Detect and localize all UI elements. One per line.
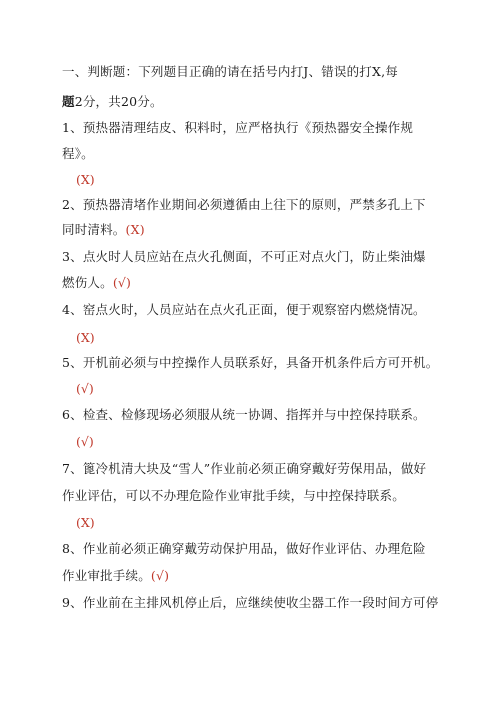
question-2-line2-text: 同时清料。 xyxy=(62,222,126,237)
question-7-line1: 7、篦冷机清大块及“雪人”作业前必须正确穿戴好劳保用品，做好 xyxy=(62,461,427,476)
question-6-line1: 6、检查、检修现场必须服从统一协调、指挥并与中控保持联系。 xyxy=(62,407,426,422)
question-7-line2: 作业评估，可以不办理危险作业审批手续，与中控保持联系。 xyxy=(62,488,405,503)
question-8-line2-text: 作业审批手续。 xyxy=(62,568,151,583)
question-8-answer: (√) xyxy=(150,568,170,583)
question-3-answer: (√) xyxy=(112,275,132,290)
question-4-line1: 4、窑点火时，人员应站在点火孔正面，便于观察窑内燃烧情况。 xyxy=(62,302,426,317)
question-8-line1: 8、作业前必须正确穿戴劳动保护用品，做好作业评估、办理危险 xyxy=(62,541,426,556)
question-5-answer: (√) xyxy=(76,381,94,396)
question-3-line2-text: 燃伤人。 xyxy=(62,275,113,290)
question-5-line1: 5、开机前必须与中控操作人员联系好，具备开机条件后方可开机。 xyxy=(62,355,439,370)
question-8-line2 xyxy=(62,568,169,584)
section-heading-line1: 一、判断题：下列题目正确的请在括号内打J、错误的打X,每 xyxy=(62,64,398,79)
question-4-answer: (X) xyxy=(76,330,95,345)
question-1-line2: 程》。 xyxy=(62,146,94,161)
heading-bold-char: 题 xyxy=(62,94,75,109)
question-7-answer: (X) xyxy=(76,515,95,530)
question-2-line2 xyxy=(62,222,145,238)
section-heading-line2 xyxy=(62,94,163,110)
question-3-line1: 3、点火时人员应站在点火孔侧面，不可正对点火门，防止柴油爆 xyxy=(62,249,426,264)
question-1-line1: 1、预热器清理结皮、积料时，应严格执行《预热器安全操作规 xyxy=(62,120,414,135)
question-3-line2 xyxy=(62,275,131,291)
question-1-answer: (X) xyxy=(76,172,95,187)
heading-score: 2分，共20分。 xyxy=(74,94,163,109)
question-6-answer: (√) xyxy=(76,434,94,449)
question-2-answer: (X) xyxy=(125,222,145,237)
question-9-line1: 9、作业前在主排风机停止后，应继续使收尘器工作一段时间方可停 xyxy=(62,595,439,610)
question-2-line1: 2、预热器清堵作业期间必须遵循由上往下的原则，严禁多孔上下 xyxy=(62,197,426,212)
